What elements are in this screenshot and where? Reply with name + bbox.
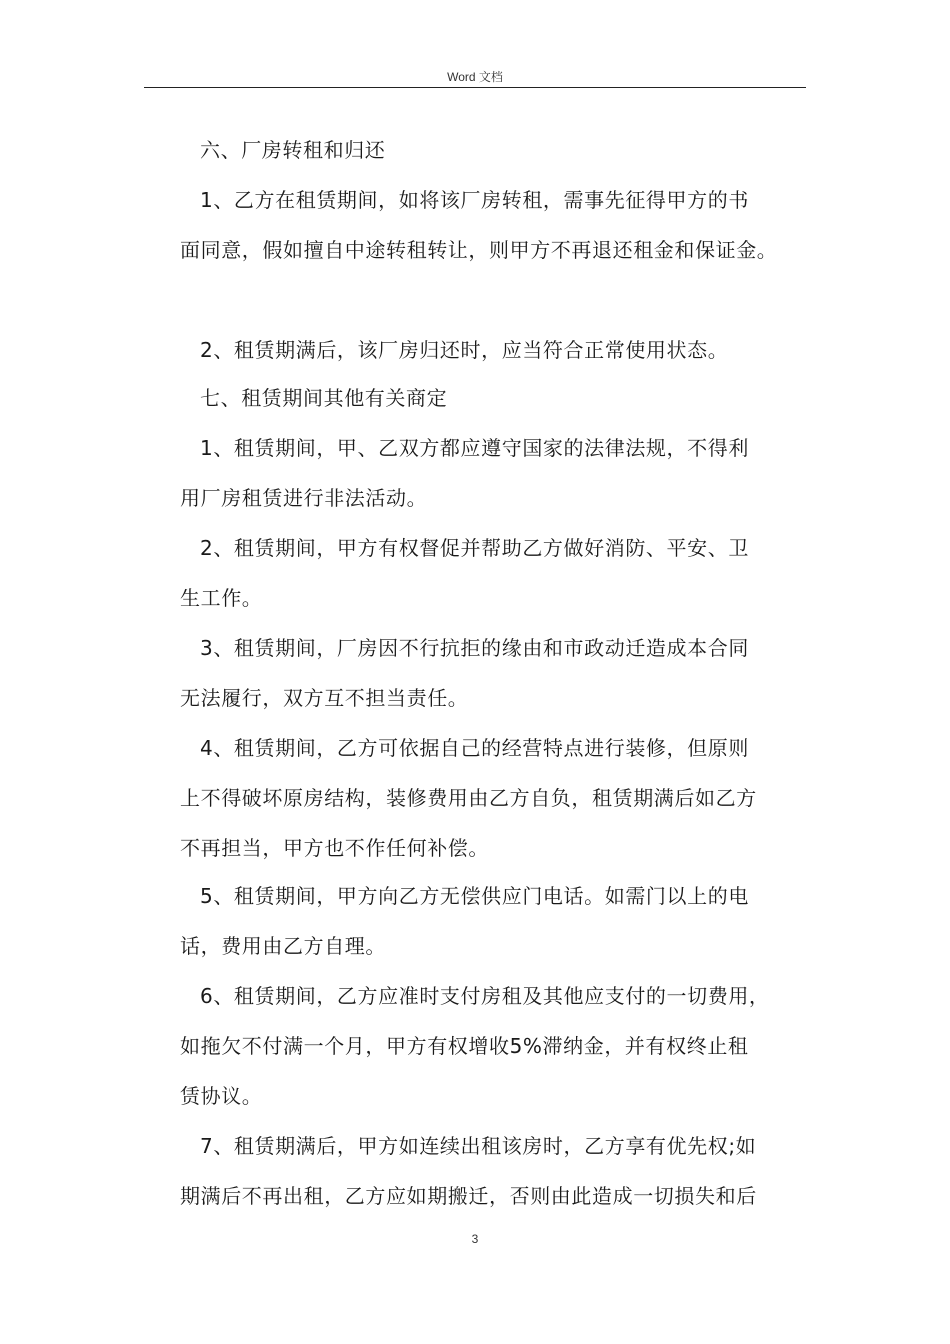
paragraph-line: 5、租赁期间，甲方向乙方无偿供应门电话。如需门以上的电 xyxy=(200,884,749,908)
paragraph-line: 如拖欠不付满一个月，甲方有权增收5%滞纳金，并有权终止租 xyxy=(180,1034,749,1058)
paragraph-line: 生工作。 xyxy=(180,586,263,610)
section-heading: 七、租赁期间其他有关商定 xyxy=(200,386,448,410)
paragraph-line: 3、租赁期间，厂房因不行抗拒的缘由和市政动迁造成本合同 xyxy=(200,636,749,660)
paragraph-line: 不再担当，甲方也不作任何补偿。 xyxy=(180,836,489,860)
section-heading: 六、厂房转租和归还 xyxy=(200,138,386,162)
paragraph-line: 上不得破坏原房结构，装修费用由乙方自负，租赁期满后如乙方 xyxy=(180,786,757,810)
page-header-label: Word 文档 xyxy=(447,70,503,84)
page-number: 3 xyxy=(471,1232,479,1246)
paragraph-line: 2、租赁期满后，该厂房归还时，应当符合正常使用状态。 xyxy=(200,338,729,362)
paragraph-line: 面同意，假如擅自中途转租转让，则甲方不再退还租金和保证金。 xyxy=(180,238,778,262)
paragraph-line: 1、乙方在租赁期间，如将该厂房转租，需事先征得甲方的书 xyxy=(200,188,749,212)
paragraph-line: 1、租赁期间，甲、乙双方都应遵守国家的法律法规，不得利 xyxy=(200,436,749,460)
paragraph-line: 期满后不再出租，乙方应如期搬迁，否则由此造成一切损失和后 xyxy=(180,1184,757,1208)
paragraph-line: 4、租赁期间，乙方可依据自己的经营特点进行装修，但原则 xyxy=(200,736,749,760)
paragraph-line: 2、租赁期间，甲方有权督促并帮助乙方做好消防、平安、卫 xyxy=(200,536,749,560)
paragraph-line: 话，费用由乙方自理。 xyxy=(180,934,386,958)
paragraph-line: 6、租赁期间，乙方应准时支付房租及其他应支付的一切费用， xyxy=(200,984,770,1008)
header-divider xyxy=(144,87,806,88)
paragraph-line: 7、租赁期满后，甲方如连续出租该房时，乙方享有优先权;如 xyxy=(200,1134,757,1158)
paragraph-line: 赁协议。 xyxy=(180,1084,263,1108)
paragraph-line: 用厂房租赁进行非法活动。 xyxy=(180,486,428,510)
paragraph-line: 无法履行，双方互不担当责任。 xyxy=(180,686,469,710)
